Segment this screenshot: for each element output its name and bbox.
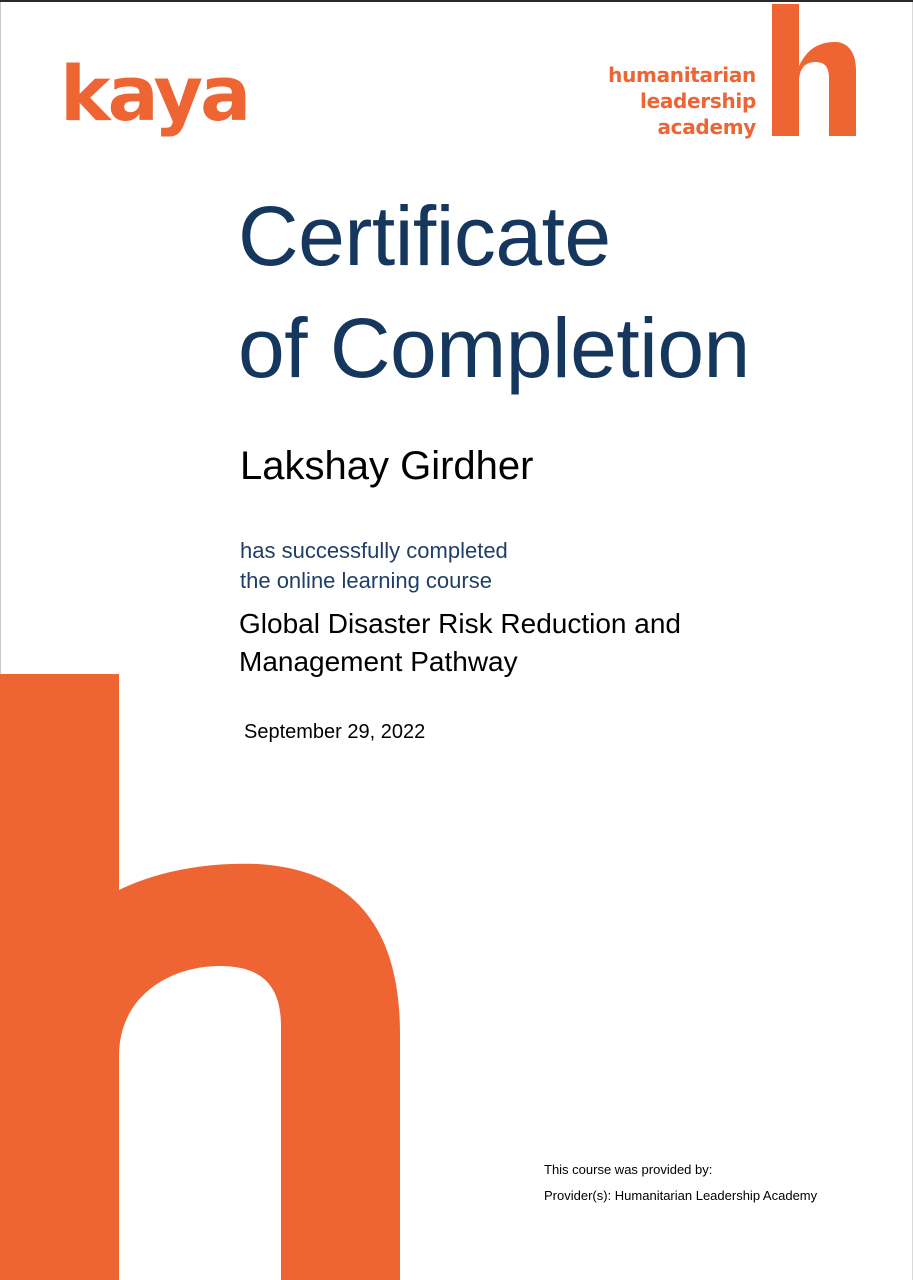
decorative-h-icon xyxy=(0,674,420,1280)
hla-h-icon xyxy=(772,4,856,136)
recipient-name: Lakshay Girdher xyxy=(240,444,534,488)
provider-intro: This course was provided by: xyxy=(544,1162,713,1177)
kaya-logo-text: kaya xyxy=(60,54,249,138)
course-line-1: Global Disaster Risk Reduction and xyxy=(239,608,681,639)
completion-date: September 29, 2022 xyxy=(244,721,426,743)
completion-statement xyxy=(240,536,508,596)
certificate-title xyxy=(238,180,750,404)
course-name xyxy=(239,605,681,681)
hla-line-1: humanitarian xyxy=(608,63,756,87)
hla-line-3: academy xyxy=(657,115,756,139)
completion-line-2: the online learning course xyxy=(240,568,492,593)
title-line-2: of Completion xyxy=(238,301,750,395)
provider-block xyxy=(544,1157,817,1209)
course-line-2: Management Pathway xyxy=(239,646,518,677)
kaya-logo xyxy=(60,54,250,149)
completion-line-1: has successfully completed xyxy=(240,538,508,563)
provider-list: Provider(s): Humanitarian Leadership Academy xyxy=(544,1188,818,1203)
hla-line-2: leadership xyxy=(640,89,756,113)
hla-logo-text xyxy=(608,62,756,140)
title-line-1: Certificate xyxy=(238,189,611,283)
